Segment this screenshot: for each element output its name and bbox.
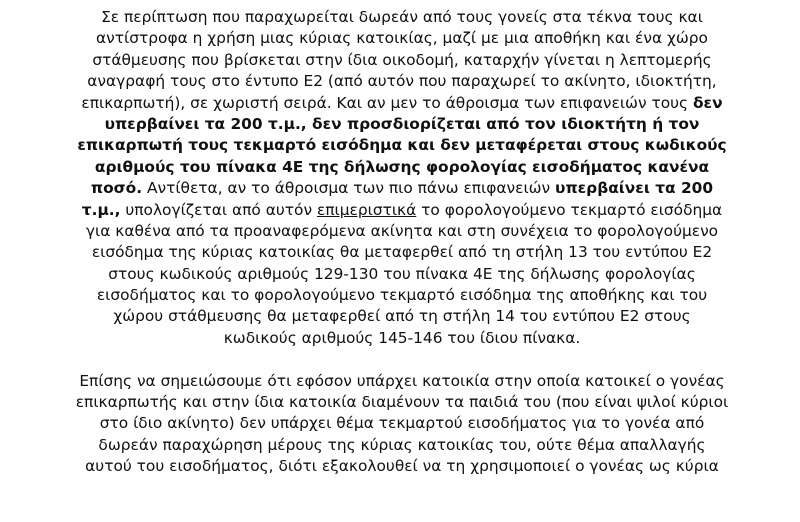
text-line [13,157,791,178]
document-page [13,7,791,478]
text-line [13,200,791,221]
text-run: Αντίθετα, αν το άθροισμα των πιο πάνω επιφανειών [142,179,556,198]
text-line: δωρεάν παραχώρηση μέρους της κύριας κατοικίας του, ούτε θέμα απαλλαγής [98,435,706,454]
bold-text: αριθμούς του πίνακα 4Ε της δήλωσης φορολογίας εισοδήματος κανένα [94,157,710,176]
text-line: αναγραφή τους στο έντυπο Ε2 (από αυτόν που παραχωρεί το ακίνητο, ιδιοκτήτη, [87,72,717,91]
text-run: το φορολογούμενο τεκμαρτό εισόδημα [416,200,723,219]
text-line: στο ίδιο ακίνητο) δεν υπάρχει θέμα τεκμαρτού εισοδήματος για το γονέα από [99,414,705,433]
text-line [13,114,791,135]
text-line: αυτού του εισοδήματος, διότι εξακολουθεί να τη χρησιμοποιεί ο γονέας ως κύρια [85,457,719,476]
bold-text: δεν [692,93,723,112]
text-line [13,178,791,199]
text-line: στάθμευσης που βρίσκεται στην ίδια οικοδομή, καταρχήν γίνεται η λεπτομερής [92,50,712,69]
text-line: για καθένα από τα προαναφερόμενα ακίνητα και στη συνέχεια το φορολογούμενο [85,221,719,240]
bold-text: υπερβαίνει τα 200 τ.μ., δεν προσδιορίζεται από τον ιδιοκτήτη ή τον [104,114,700,133]
bold-text: υπερβαίνει τα 200 [555,179,714,198]
text-line: χώρου στάθμευσης θα μεταφερθεί από τη στήλη 14 του εντύπου Ε2 στους [113,307,691,326]
text-line: Επίσης να σημειώσουμε ότι εφόσον υπάρχει κατοικία στην οποία κατοικεί ο γονέας [79,371,725,390]
text-line: εισοδήματος και το φορολογούμενο τεκμαρτό εισόδημα της αποθήκης και του [96,286,708,305]
paragraph-1 [13,7,791,349]
text-run: υπολογίζεται από αυτόν [120,200,317,219]
text-line: Σε περίπτωση που παραχωρείται δωρεάν από τους γονείς στα τέκνα τους και [101,8,703,26]
bold-text: επικαρπωτή τους τεκμαρτό εισόδημα και δεν μεταφέρεται στους κωδικούς [77,136,727,155]
underlined-text: επιμεριστικά [316,200,417,219]
text-line: επικαρπωτής και στην ίδια κατοικία διαμένουν τα παιδιά του (που είναι ψιλοί κύριοι [75,393,729,412]
text-line: αντίστροφα η χρήση μιας κύριας κατοικίας, μαζί με μια αποθήκη και ένα χώρο [96,29,708,48]
bold-text: τ.μ., [81,200,121,219]
text-line: κωδικούς αριθμούς 145-146 του ίδιου πίνακα. [223,328,581,347]
text-line [13,93,791,114]
text-line: στους κωδικούς αριθμούς 129-130 του πίνακα 4Ε της δήλωσης φορολογίας [108,264,696,283]
paragraph-2 [13,371,791,478]
text-line [13,135,791,156]
text-line: εισόδημα της κύριας κατοικίας θα μεταφερθεί από τη στήλη 13 του εντύπου Ε2 [91,243,713,262]
bold-text: ποσό. [90,179,143,198]
text-run: επικαρπωτή), σε χωριστή σειρά. Και αν μεν το άθροισμα των επιφανειών τους [81,93,693,112]
